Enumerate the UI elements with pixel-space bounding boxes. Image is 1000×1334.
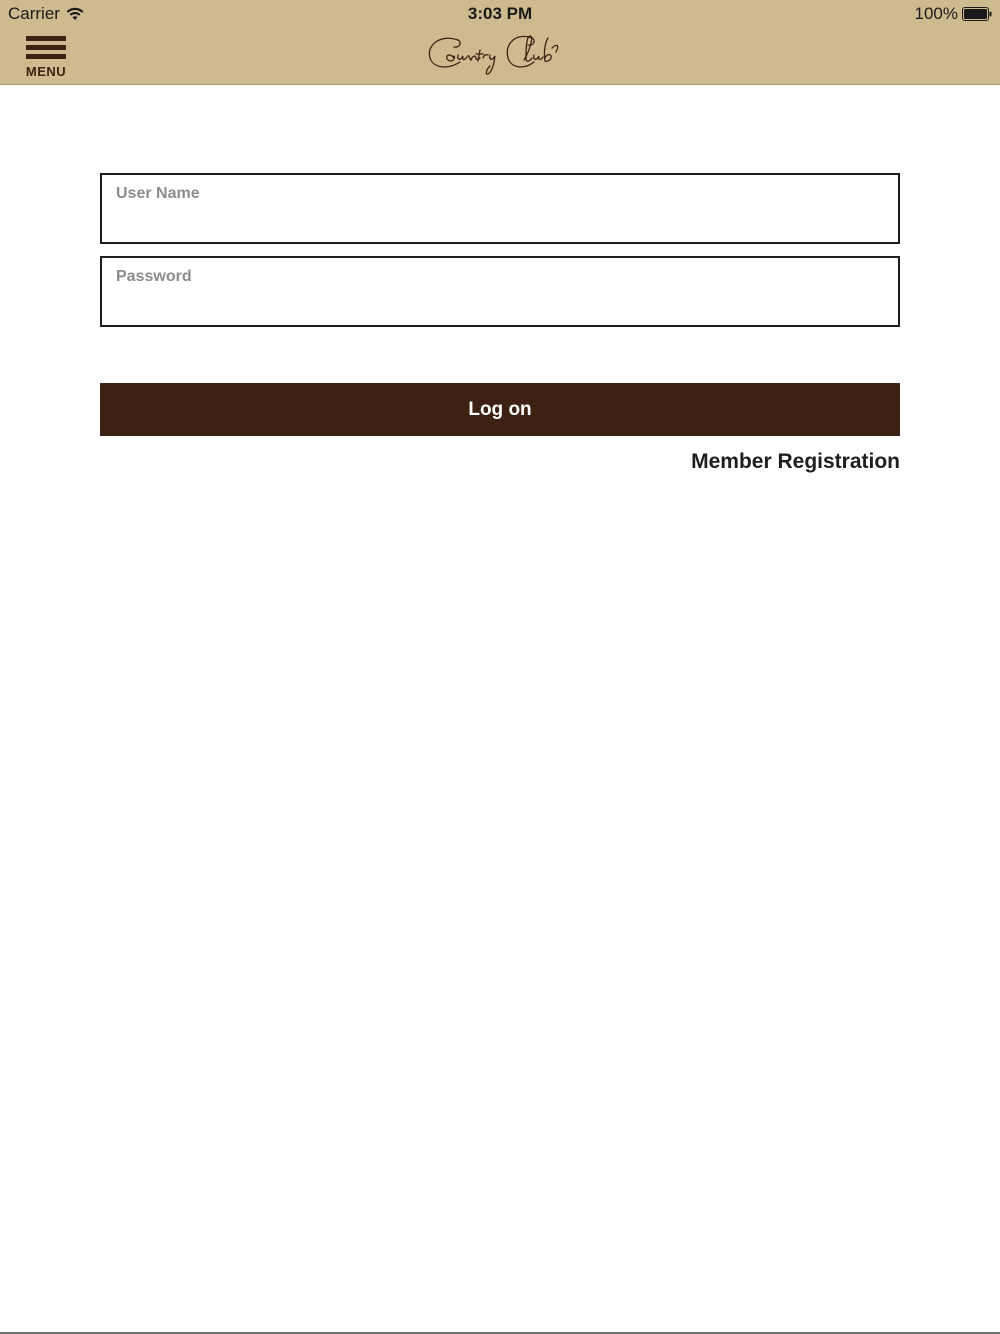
menu-button[interactable] <box>22 34 70 78</box>
battery-icon <box>962 7 992 21</box>
username-input[interactable] <box>102 175 898 242</box>
battery-percent: 100% <box>914 4 958 23</box>
status-time: 3:03 PM <box>467 4 533 23</box>
country-club-logo <box>420 30 580 80</box>
battery-indicator <box>915 4 992 24</box>
member-registration-link[interactable]: Member Registration <box>691 450 900 473</box>
hamburger-menu-icon <box>26 36 66 62</box>
password-input[interactable] <box>102 258 898 325</box>
status-bar <box>0 0 1000 28</box>
carrier-label: Carrier <box>8 4 60 23</box>
logon-button[interactable]: Log on <box>100 383 900 436</box>
menu-label: MENU <box>25 64 67 79</box>
navigation-bar <box>0 28 1000 84</box>
app-header <box>0 0 1000 85</box>
password-field[interactable] <box>100 256 900 327</box>
username-field[interactable] <box>100 173 900 244</box>
